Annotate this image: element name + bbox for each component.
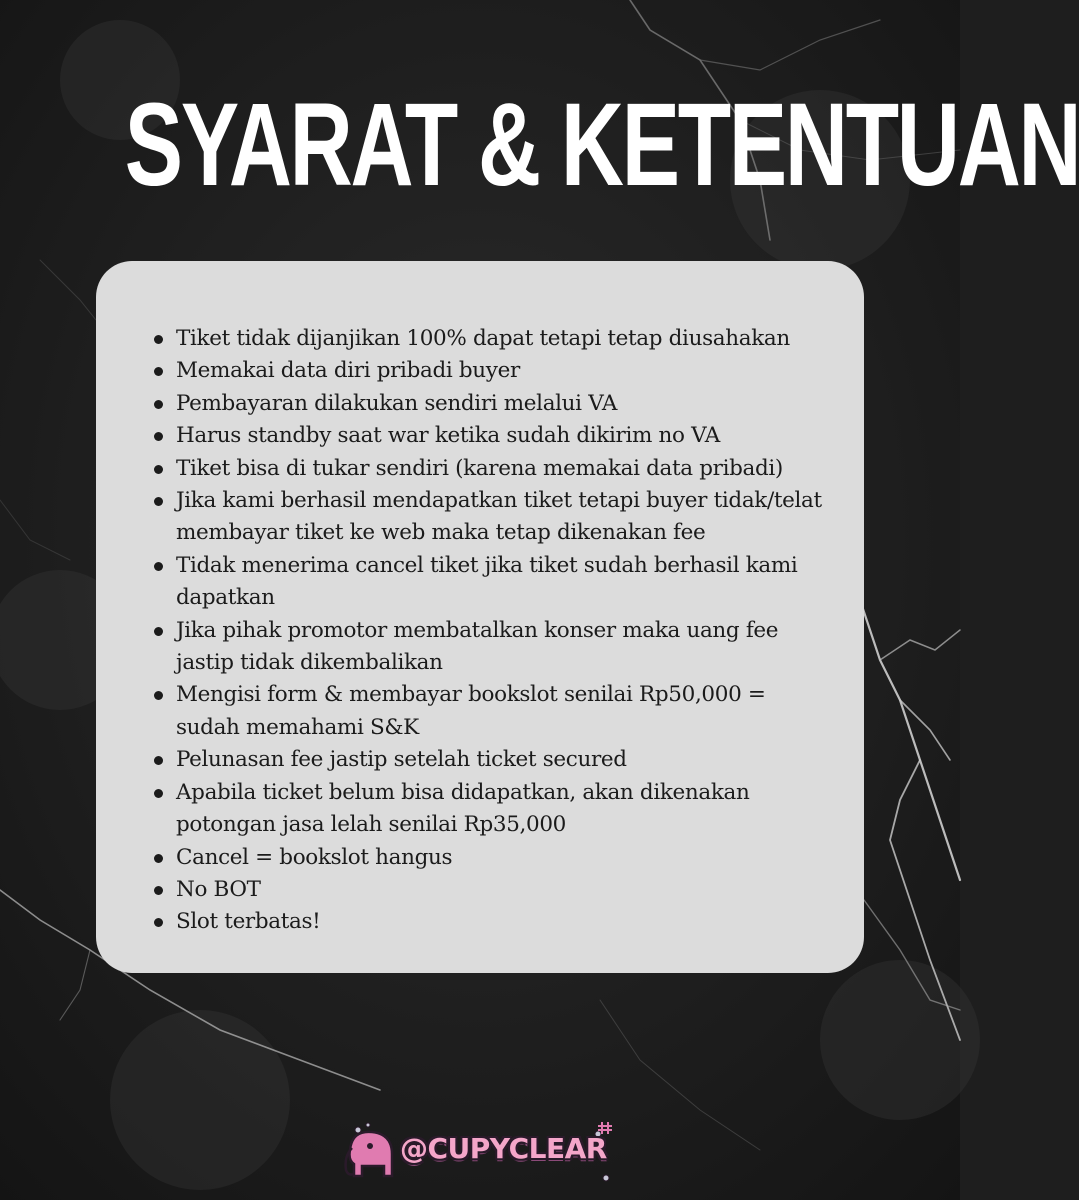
brand-logo bbox=[340, 1120, 620, 1190]
terms-list bbox=[146, 323, 834, 939]
bullet-icon bbox=[154, 691, 163, 700]
list-item bbox=[146, 388, 834, 420]
term-text: Cancel = bookslot hangus bbox=[176, 844, 453, 870]
term-text: Apabila ticket belum bisa didapatkan, akan dikenakan potongan jasa lelah senilai Rp35,000 bbox=[176, 779, 750, 838]
term-text: Slot terbatas! bbox=[176, 909, 321, 935]
bullet-icon bbox=[154, 886, 163, 895]
list-item bbox=[146, 420, 834, 452]
bullet-icon bbox=[154, 756, 163, 765]
brand-handle: @CUPYCLEAR bbox=[400, 1132, 607, 1165]
terms-card bbox=[96, 261, 864, 973]
list-item bbox=[146, 615, 834, 680]
term-text: Jika kami berhasil mendapatkan tiket tetapi buyer tidak/telat membayar tiket ke web maka tetap dikenakan fee bbox=[176, 488, 822, 546]
list-item bbox=[146, 550, 834, 615]
term-text: Tidak menerima cancel tiket jika tiket sudah berhasil kami dapatkan bbox=[176, 552, 798, 611]
term-text: Tiket tidak dijanjikan 100% dapat tetapi tetap diusahakan bbox=[176, 326, 790, 351]
list-item bbox=[146, 777, 834, 842]
list-item bbox=[146, 842, 834, 874]
bullet-icon bbox=[154, 918, 163, 927]
bullet-icon bbox=[154, 854, 163, 863]
list-item bbox=[146, 906, 834, 938]
list-item bbox=[146, 323, 834, 355]
list-item bbox=[146, 485, 834, 550]
list-item bbox=[146, 355, 834, 387]
list-item bbox=[146, 744, 834, 776]
bullet-icon bbox=[154, 335, 163, 344]
term-text: Memakai data diri pribadi buyer bbox=[176, 358, 520, 384]
term-text: Jika pihak promotor membatalkan konser maka uang fee jastip tidak dikembalikan bbox=[176, 617, 779, 676]
bullet-icon bbox=[154, 465, 163, 474]
bullet-icon bbox=[154, 627, 163, 636]
term-text: Pembayaran dilakukan sendiri melalui VA bbox=[176, 390, 618, 416]
term-text: Pelunasan fee jastip setelah ticket secured bbox=[176, 747, 627, 773]
page-title: SYARAT & KETENTUAN bbox=[124, 79, 1079, 211]
list-item bbox=[146, 453, 834, 485]
term-text: Mengisi form & membayar bookslot senilai Rp50,000 = sudah memahami S&K bbox=[176, 682, 766, 740]
bullet-icon bbox=[154, 400, 163, 409]
term-text: Harus standby saat war ketika sudah dikirim no VA bbox=[176, 423, 720, 449]
list-item bbox=[146, 679, 834, 744]
term-text: Tiket bisa di tukar sendiri (karena memakai data pribadi) bbox=[176, 455, 783, 481]
list-item bbox=[146, 874, 834, 906]
bullet-icon bbox=[154, 562, 163, 571]
term-text: No BOT bbox=[176, 876, 261, 902]
bullet-icon bbox=[154, 432, 163, 441]
bullet-icon bbox=[154, 497, 163, 506]
bullet-icon bbox=[154, 367, 163, 376]
bullet-icon bbox=[154, 789, 163, 798]
